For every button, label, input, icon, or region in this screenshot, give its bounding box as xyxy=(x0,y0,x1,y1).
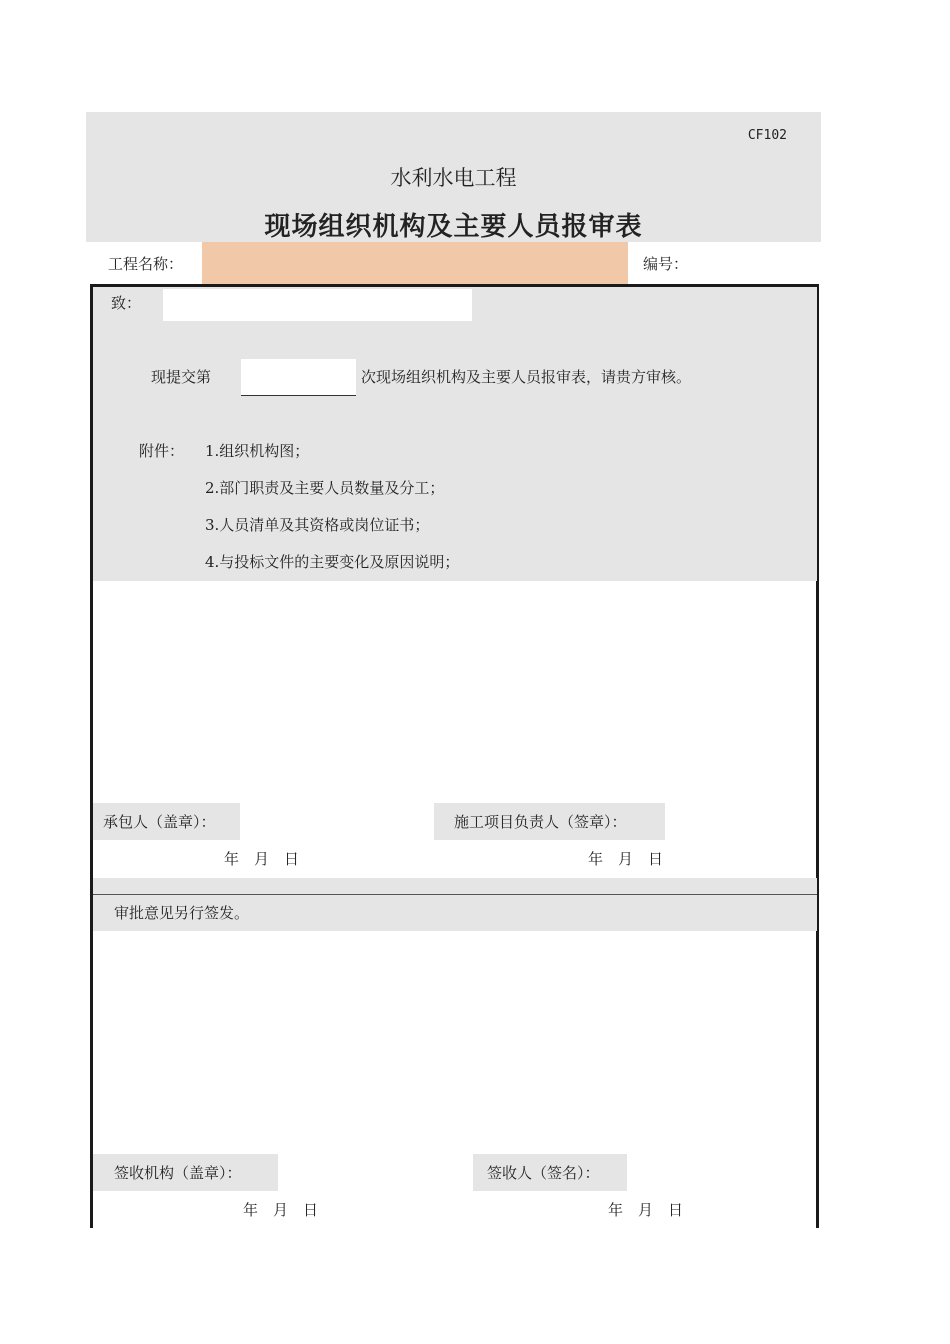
to-field[interactable] xyxy=(163,289,472,321)
project-manager-label: 施工项目负责人（签章）： xyxy=(454,813,627,831)
attachment-item: 2.部门职责及主要人员数量及分工； xyxy=(205,479,445,497)
attachment-item: 4.与投标文件的主要变化及原因说明； xyxy=(205,553,460,571)
to-label: 致： xyxy=(111,294,142,312)
submit-prefix: 现提交第 xyxy=(151,368,212,386)
project-name-field[interactable] xyxy=(202,242,628,284)
submit-suffix: 次现场组织机构及主要人员报审表，请贵方审核。 xyxy=(361,368,692,386)
approval-note: 审批意见另行签发。 xyxy=(114,904,250,922)
number-label-cell xyxy=(628,242,704,284)
section-separator-band xyxy=(93,878,817,894)
receiver-date: 年 月 日 xyxy=(608,1201,684,1219)
receiver-label-cell xyxy=(473,1154,627,1191)
form-title: 现场组织机构及主要人员报审表 xyxy=(264,212,643,242)
manager-date: 年 月 日 xyxy=(588,850,664,868)
attachment-item: 3.人员清单及其资格或岗位证书； xyxy=(205,516,430,534)
form-code: CF102 xyxy=(747,128,787,143)
attachment-item: 1.组织机构图； xyxy=(205,442,310,460)
receiving-org-label: 签收机构（盖章）： xyxy=(114,1164,242,1182)
form-header xyxy=(86,112,821,242)
number-label: 编号： xyxy=(643,255,689,273)
contractor-seal-label: 承包人（盖章）： xyxy=(103,813,216,831)
receiver-label: 签收人（签名）： xyxy=(487,1164,600,1182)
submission-section xyxy=(93,287,817,581)
receiving-org-label-cell xyxy=(93,1154,278,1191)
contractor-date: 年 月 日 xyxy=(224,850,300,868)
project-name-label-cell xyxy=(86,242,202,284)
org-date: 年 月 日 xyxy=(243,1201,319,1219)
number-field[interactable] xyxy=(704,242,821,284)
approval-note-band xyxy=(93,895,817,931)
attachments-label: 附件： xyxy=(139,442,185,460)
submission-count-field[interactable] xyxy=(241,359,356,396)
project-manager-label-cell xyxy=(434,803,665,840)
project-name-label: 工程名称： xyxy=(108,255,184,273)
form-subtitle: 水利水电工程 xyxy=(390,166,517,190)
contractor-seal-label-cell xyxy=(93,803,240,840)
